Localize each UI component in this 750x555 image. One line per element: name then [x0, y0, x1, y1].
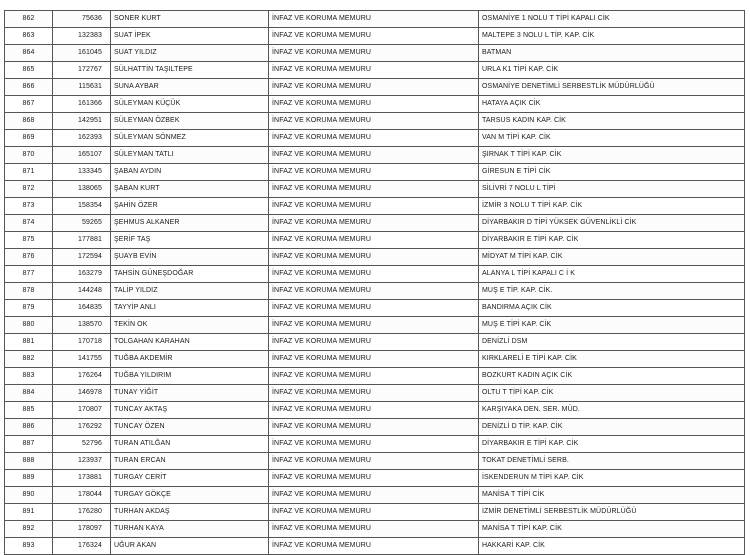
- institution: SİLİVRİ 7 NOLU L TİPİ: [479, 181, 745, 198]
- institution: MUŞ E TİP. KAP. CİK.: [479, 283, 745, 300]
- job-title: İNFAZ VE KORUMA MEMURU: [269, 147, 479, 164]
- row-number: 874: [5, 215, 53, 232]
- row-number: 866: [5, 79, 53, 96]
- institution: MANİSA T TİPİ CİK: [479, 487, 745, 504]
- row-number: 877: [5, 266, 53, 283]
- registry-number: 172594: [53, 249, 111, 266]
- registry-number: 158354: [53, 198, 111, 215]
- job-title: İNFAZ VE KORUMA MEMURU: [269, 419, 479, 436]
- person-name: TURAN ERCAN: [111, 453, 269, 470]
- table-row: [5, 487, 745, 504]
- institution: BATMAN: [479, 45, 745, 62]
- job-title: İNFAZ VE KORUMA MEMURU: [269, 283, 479, 300]
- table-row: [5, 45, 745, 62]
- person-name: ŞABAN KURT: [111, 181, 269, 198]
- registry-number: 161045: [53, 45, 111, 62]
- row-number: 876: [5, 249, 53, 266]
- person-name: SÜLEYMAN ÖZBEK: [111, 113, 269, 130]
- registry-number: 132383: [53, 28, 111, 45]
- row-number: 873: [5, 198, 53, 215]
- person-name: TURGAY CERİT: [111, 470, 269, 487]
- person-name: SÜLEYMAN SÖNMEZ: [111, 130, 269, 147]
- registry-number: 164835: [53, 300, 111, 317]
- person-name: SUAT İPEK: [111, 28, 269, 45]
- institution: OSMANİYE DENETİMLİ SERBESTLİK MÜDÜRLÜĞÜ: [479, 79, 745, 96]
- job-title: İNFAZ VE KORUMA MEMURU: [269, 164, 479, 181]
- row-number: 893: [5, 538, 53, 555]
- institution: İZMİR DENETİMLİ SERBESTLİK MÜDÜRLÜĞÜ: [479, 504, 745, 521]
- row-number: 880: [5, 317, 53, 334]
- registry-number: 52796: [53, 436, 111, 453]
- registry-number: 173881: [53, 470, 111, 487]
- job-title: İNFAZ VE KORUMA MEMURU: [269, 487, 479, 504]
- institution: MUŞ E TİPİ KAP. CİK: [479, 317, 745, 334]
- registry-number: 178044: [53, 487, 111, 504]
- registry-number: 176292: [53, 419, 111, 436]
- person-name: ŞABAN AYDIN: [111, 164, 269, 181]
- row-number: 875: [5, 232, 53, 249]
- registry-number: 138065: [53, 181, 111, 198]
- table-row: [5, 11, 745, 28]
- person-name: TURHAN AKDAŞ: [111, 504, 269, 521]
- job-title: İNFAZ VE KORUMA MEMURU: [269, 11, 479, 28]
- table-row: [5, 28, 745, 45]
- row-number: 881: [5, 334, 53, 351]
- row-number: 870: [5, 147, 53, 164]
- row-number: 862: [5, 11, 53, 28]
- job-title: İNFAZ VE KORUMA MEMURU: [269, 402, 479, 419]
- table-row: [5, 266, 745, 283]
- job-title: İNFAZ VE KORUMA MEMURU: [269, 96, 479, 113]
- job-title: İNFAZ VE KORUMA MEMURU: [269, 470, 479, 487]
- registry-number: 133345: [53, 164, 111, 181]
- row-number: 868: [5, 113, 53, 130]
- table-row: [5, 317, 745, 334]
- row-number: 885: [5, 402, 53, 419]
- institution: OSMANİYE 1 NOLU T TİPİ KAPALI CİK: [479, 11, 745, 28]
- registry-number: 170718: [53, 334, 111, 351]
- registry-number: 162393: [53, 130, 111, 147]
- row-number: 882: [5, 351, 53, 368]
- row-number: 869: [5, 130, 53, 147]
- institution: ALANYA L TİPİ KAPALI C İ K: [479, 266, 745, 283]
- person-name: TEKİN OK: [111, 317, 269, 334]
- institution: HATAYA AÇIK CİK: [479, 96, 745, 113]
- row-number: 865: [5, 62, 53, 79]
- table-row: [5, 521, 745, 538]
- institution: DENİZLİ DSM: [479, 334, 745, 351]
- table-row: [5, 419, 745, 436]
- registry-number: 115631: [53, 79, 111, 96]
- row-number: 878: [5, 283, 53, 300]
- institution: OLTU T TİPİ KAP. CİK: [479, 385, 745, 402]
- registry-number: 178097: [53, 521, 111, 538]
- person-name: TUNAY YİĞİT: [111, 385, 269, 402]
- table-row: [5, 113, 745, 130]
- institution: DİYARBAKIR D TİPİ YÜKSEK GÜVENLİKLİ CİK: [479, 215, 745, 232]
- registry-number: 59265: [53, 215, 111, 232]
- person-name: TURAN ATILĞAN: [111, 436, 269, 453]
- table-row: [5, 198, 745, 215]
- personnel-list-sheet: [4, 10, 744, 555]
- institution: DİYARBAKIR E TİPİ KAP. CİK: [479, 436, 745, 453]
- institution: HAKKARİ KAP. CİK: [479, 538, 745, 555]
- row-number: 887: [5, 436, 53, 453]
- table-row: [5, 79, 745, 96]
- person-name: SÜLEYMAN KÜÇÜK: [111, 96, 269, 113]
- table-row: [5, 232, 745, 249]
- table-row: [5, 96, 745, 113]
- registry-number: 142951: [53, 113, 111, 130]
- registry-number: 177881: [53, 232, 111, 249]
- institution: MANİSA T TİPİ KAP. CİK: [479, 521, 745, 538]
- job-title: İNFAZ VE KORUMA MEMURU: [269, 249, 479, 266]
- row-number: 883: [5, 368, 53, 385]
- person-name: SONER KURT: [111, 11, 269, 28]
- row-number: 891: [5, 504, 53, 521]
- job-title: İNFAZ VE KORUMA MEMURU: [269, 521, 479, 538]
- table-row: [5, 351, 745, 368]
- person-name: ŞUAYB EVİN: [111, 249, 269, 266]
- person-name: TUĞBA YILDIRIM: [111, 368, 269, 385]
- registry-number: 172767: [53, 62, 111, 79]
- job-title: İNFAZ VE KORUMA MEMURU: [269, 266, 479, 283]
- personnel-table: [4, 10, 745, 555]
- job-title: İNFAZ VE KORUMA MEMURU: [269, 113, 479, 130]
- row-number: 888: [5, 453, 53, 470]
- job-title: İNFAZ VE KORUMA MEMURU: [269, 181, 479, 198]
- institution: VAN M TİPİ KAP. CİK: [479, 130, 745, 147]
- row-number: 863: [5, 28, 53, 45]
- institution: ŞIRNAK T TİPİ KAP. CİK: [479, 147, 745, 164]
- institution: BANDIRMA AÇIK CİK: [479, 300, 745, 317]
- table-row: [5, 300, 745, 317]
- job-title: İNFAZ VE KORUMA MEMURU: [269, 79, 479, 96]
- job-title: İNFAZ VE KORUMA MEMURU: [269, 300, 479, 317]
- registry-number: 75636: [53, 11, 111, 28]
- registry-number: 123937: [53, 453, 111, 470]
- row-number: 889: [5, 470, 53, 487]
- person-name: TUNCAY AKTAŞ: [111, 402, 269, 419]
- registry-number: 146978: [53, 385, 111, 402]
- person-name: TAHSİN GÜNEŞDOĞAR: [111, 266, 269, 283]
- person-name: TUĞBA AKDEMİR: [111, 351, 269, 368]
- table-row: [5, 368, 745, 385]
- institution: MİDYAT M TİPİ KAP. CİK: [479, 249, 745, 266]
- table-row: [5, 164, 745, 181]
- registry-number: 176264: [53, 368, 111, 385]
- table-row: [5, 249, 745, 266]
- row-number: 890: [5, 487, 53, 504]
- job-title: İNFAZ VE KORUMA MEMURU: [269, 130, 479, 147]
- row-number: 871: [5, 164, 53, 181]
- job-title: İNFAZ VE KORUMA MEMURU: [269, 453, 479, 470]
- registry-number: 141755: [53, 351, 111, 368]
- job-title: İNFAZ VE KORUMA MEMURU: [269, 334, 479, 351]
- person-name: TAYYİP ANLI: [111, 300, 269, 317]
- registry-number: 176324: [53, 538, 111, 555]
- row-number: 867: [5, 96, 53, 113]
- person-name: TURHAN KAYA: [111, 521, 269, 538]
- job-title: İNFAZ VE KORUMA MEMURU: [269, 504, 479, 521]
- person-name: ŞERİF TAŞ: [111, 232, 269, 249]
- table-row: [5, 504, 745, 521]
- row-number: 892: [5, 521, 53, 538]
- person-name: SUNA AYBAR: [111, 79, 269, 96]
- job-title: İNFAZ VE KORUMA MEMURU: [269, 232, 479, 249]
- job-title: İNFAZ VE KORUMA MEMURU: [269, 62, 479, 79]
- job-title: İNFAZ VE KORUMA MEMURU: [269, 215, 479, 232]
- person-name: TUNCAY ÖZEN: [111, 419, 269, 436]
- job-title: İNFAZ VE KORUMA MEMURU: [269, 436, 479, 453]
- job-title: İNFAZ VE KORUMA MEMURU: [269, 198, 479, 215]
- job-title: İNFAZ VE KORUMA MEMURU: [269, 317, 479, 334]
- job-title: İNFAZ VE KORUMA MEMURU: [269, 538, 479, 555]
- table-row: [5, 538, 745, 555]
- person-name: TOLGAHAN KARAHAN: [111, 334, 269, 351]
- person-name: SUAT YILDIZ: [111, 45, 269, 62]
- registry-number: 176280: [53, 504, 111, 521]
- institution: MALTEPE 3 NOLU L TİP. KAP. CİK: [479, 28, 745, 45]
- registry-number: 138570: [53, 317, 111, 334]
- registry-number: 165107: [53, 147, 111, 164]
- person-name: TURGAY GÖKÇE: [111, 487, 269, 504]
- institution: İZMİR 3 NOLU T TİPİ KAP. CİK: [479, 198, 745, 215]
- registry-number: 170807: [53, 402, 111, 419]
- job-title: İNFAZ VE KORUMA MEMURU: [269, 368, 479, 385]
- row-number: 872: [5, 181, 53, 198]
- table-row: [5, 215, 745, 232]
- table-row: [5, 283, 745, 300]
- registry-number: 161366: [53, 96, 111, 113]
- job-title: İNFAZ VE KORUMA MEMURU: [269, 351, 479, 368]
- table-row: [5, 470, 745, 487]
- institution: URLA K1 TİPİ KAP. CİK: [479, 62, 745, 79]
- institution: GİRESUN E TİPİ CİK: [479, 164, 745, 181]
- table-row: [5, 385, 745, 402]
- job-title: İNFAZ VE KORUMA MEMURU: [269, 385, 479, 402]
- registry-number: 163279: [53, 266, 111, 283]
- registry-number: 144248: [53, 283, 111, 300]
- institution: İSKENDERUN M TİPİ KAP. CİK: [479, 470, 745, 487]
- table-row: [5, 181, 745, 198]
- person-name: TALİP YILDIZ: [111, 283, 269, 300]
- person-name: ŞAHİN ÖZER: [111, 198, 269, 215]
- person-name: SÜLEYMAN TATLI: [111, 147, 269, 164]
- person-name: SÜLHATTİN TAŞILTEPE: [111, 62, 269, 79]
- table-row: [5, 147, 745, 164]
- person-name: ŞEHMUS ALKANER: [111, 215, 269, 232]
- row-number: 864: [5, 45, 53, 62]
- table-row: [5, 334, 745, 351]
- row-number: 879: [5, 300, 53, 317]
- table-row: [5, 453, 745, 470]
- row-number: 884: [5, 385, 53, 402]
- institution: DİYARBAKIR E TİPİ KAP. CİK: [479, 232, 745, 249]
- job-title: İNFAZ VE KORUMA MEMURU: [269, 28, 479, 45]
- institution: TARSUS KADIN KAP. CİK: [479, 113, 745, 130]
- table-row: [5, 436, 745, 453]
- table-row: [5, 402, 745, 419]
- table-row: [5, 62, 745, 79]
- row-number: 886: [5, 419, 53, 436]
- institution: KIRKLARELİ E TİPİ KAP. CİK: [479, 351, 745, 368]
- institution: DENİZLİ D TİP. KAP. CİK: [479, 419, 745, 436]
- table-row: [5, 130, 745, 147]
- job-title: İNFAZ VE KORUMA MEMURU: [269, 45, 479, 62]
- institution: TOKAT DENETİMLİ SERB.: [479, 453, 745, 470]
- institution: BOZKURT KADIN AÇIK CİK: [479, 368, 745, 385]
- institution: KARŞIYAKA DEN. SER. MÜD.: [479, 402, 745, 419]
- person-name: UĞUR AKAN: [111, 538, 269, 555]
